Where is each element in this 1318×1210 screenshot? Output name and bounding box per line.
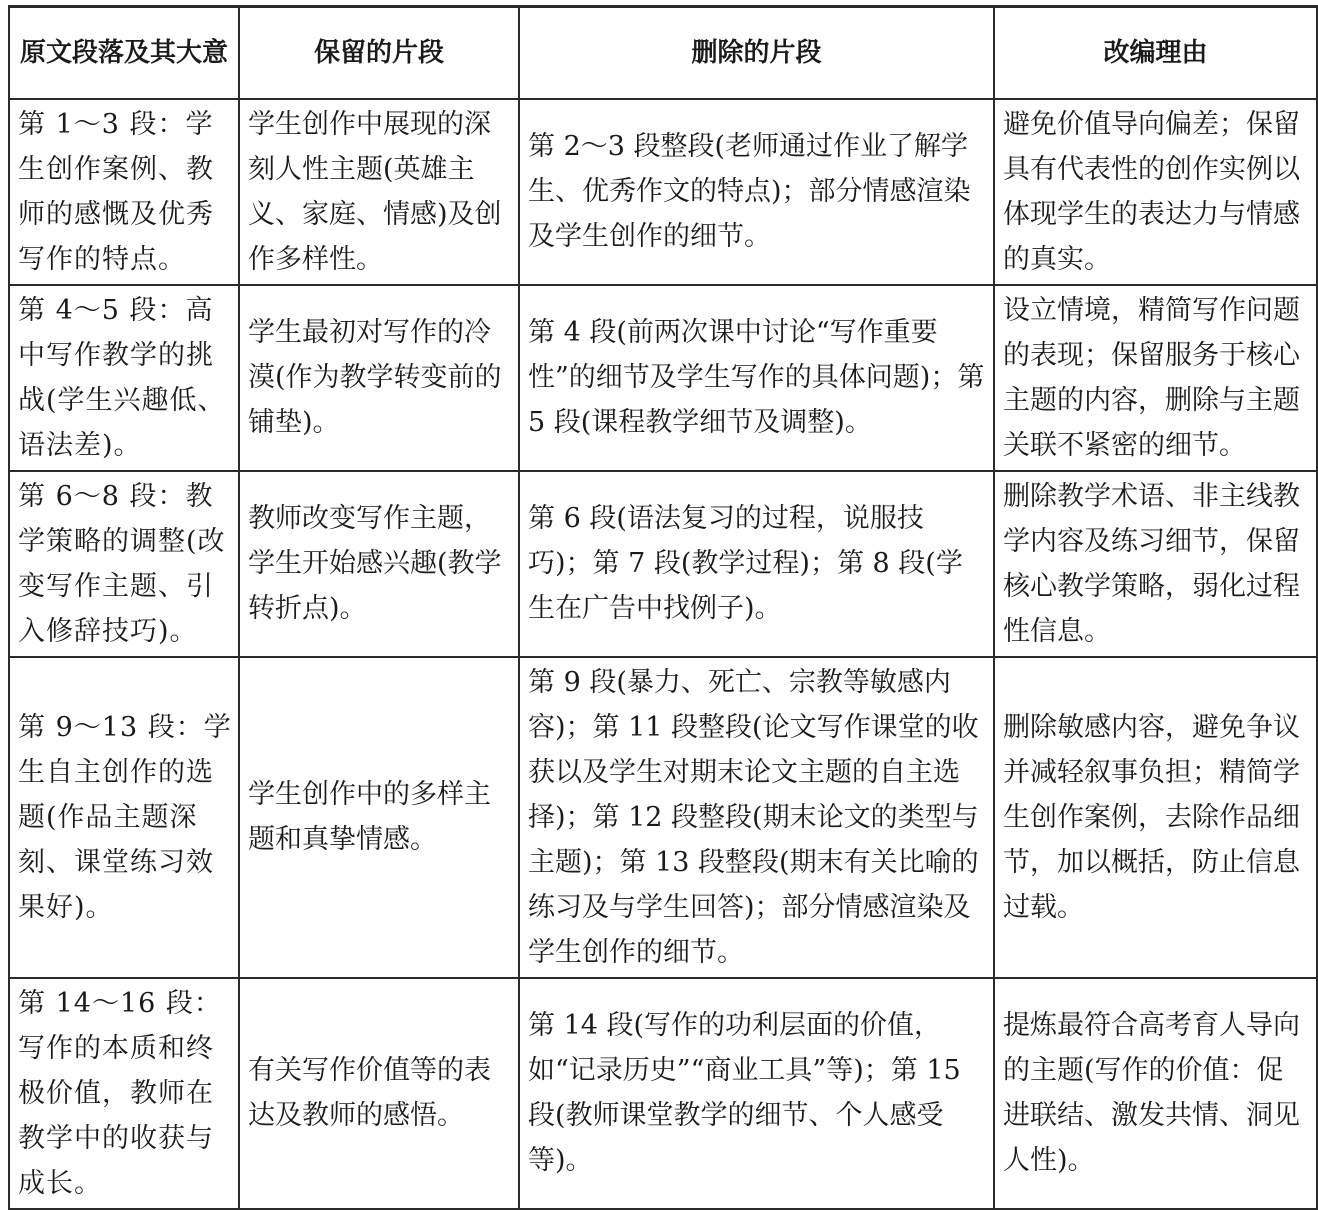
header-kept: 保留的片段 — [239, 7, 519, 99]
header-row — [9, 7, 1317, 99]
cell-deleted: 第 6 段(语法复习的过程，说服技巧)；第 7 段(教学过程)；第 8 段(学生在广告中找例子)。 — [519, 471, 994, 657]
cell-kept: 学生最初对写作的冷漠(作为教学转变前的铺垫)。 — [239, 285, 519, 471]
cell-reason: 删除教学术语、非主线教学内容及练习细节，保留核心教学策略，弱化过程性信息。 — [994, 471, 1317, 657]
cell-reason: 避免价值导向偏差；保留具有代表性的创作实例以体现学生的表达力与情感的真实。 — [994, 99, 1317, 285]
cell-reason: 设立情境，精简写作问题的表现；保留服务于核心主题的内容，删除与主题关联不紧密的细节。 — [994, 285, 1317, 471]
cell-summary: 第 14～16 段：写作的本质和终极价值，教师在教学中的收获与成长。 — [9, 978, 239, 1209]
adaptation-table — [8, 5, 1318, 1210]
cell-summary: 第 1～3 段：学生创作案例、教师的感慨及优秀写作的特点。 — [9, 99, 239, 285]
cell-deleted: 第 2～3 段整段(老师通过作业了解学生、优秀作文的特点)；部分情感渲染及学生创作的细节。 — [519, 99, 994, 285]
cell-deleted: 第 4 段(前两次课中讨论“写作重要性”的细节及学生写作的具体问题)；第 5 段(课程教学细节及调整)。 — [519, 285, 994, 471]
page — [8, 5, 1316, 1199]
cell-deleted: 第 9 段(暴力、死亡、宗教等敏感内容)；第 11 段整段(论文写作课堂的收获以及学生对期末论文主题的自主选择)；第 12 段整段(期末论文的类型与主题)；第 13 段整段(期末有关比喻的练习及与学生回答)；部分情感渲染及学生创作的细节。 — [519, 657, 994, 978]
cell-summary: 第 4～5 段：高中写作教学的挑战(学生兴趣低、语法差)。 — [9, 285, 239, 471]
cell-kept: 教师改变写作主题，学生开始感兴趣(教学转折点)。 — [239, 471, 519, 657]
cell-kept: 学生创作中的多样主题和真挚情感。 — [239, 657, 519, 978]
cell-kept: 学生创作中展现的深刻人性主题(英雄主义、家庭、情感)及创作多样性。 — [239, 99, 519, 285]
table-row — [9, 471, 1317, 657]
cell-reason: 删除敏感内容，避免争议并减轻叙事负担；精简学生创作案例，去除作品细节，加以概括，防止信息过载。 — [994, 657, 1317, 978]
table-row — [9, 978, 1317, 1209]
table-row — [9, 285, 1317, 471]
header-reason: 改编理由 — [994, 7, 1317, 99]
table-row — [9, 657, 1317, 978]
table-row — [9, 99, 1317, 285]
header-deleted: 删除的片段 — [519, 7, 994, 99]
cell-deleted: 第 14 段(写作的功利层面的价值，如“记录历史”“商业工具”等)；第 15 段(教师课堂教学的细节、个人感受等)。 — [519, 978, 994, 1209]
header-summary: 原文段落及其大意 — [9, 7, 239, 99]
cell-summary: 第 9～13 段：学生自主创作的选题(作品主题深刻、课堂练习效果好)。 — [9, 657, 239, 978]
cell-reason: 提炼最符合高考育人导向的主题(写作的价值：促进联结、激发共情、洞见人性)。 — [994, 978, 1317, 1209]
cell-summary: 第 6～8 段：教学策略的调整(改变写作主题、引入修辞技巧)。 — [9, 471, 239, 657]
cell-kept: 有关写作价值等的表达及教师的感悟。 — [239, 978, 519, 1209]
